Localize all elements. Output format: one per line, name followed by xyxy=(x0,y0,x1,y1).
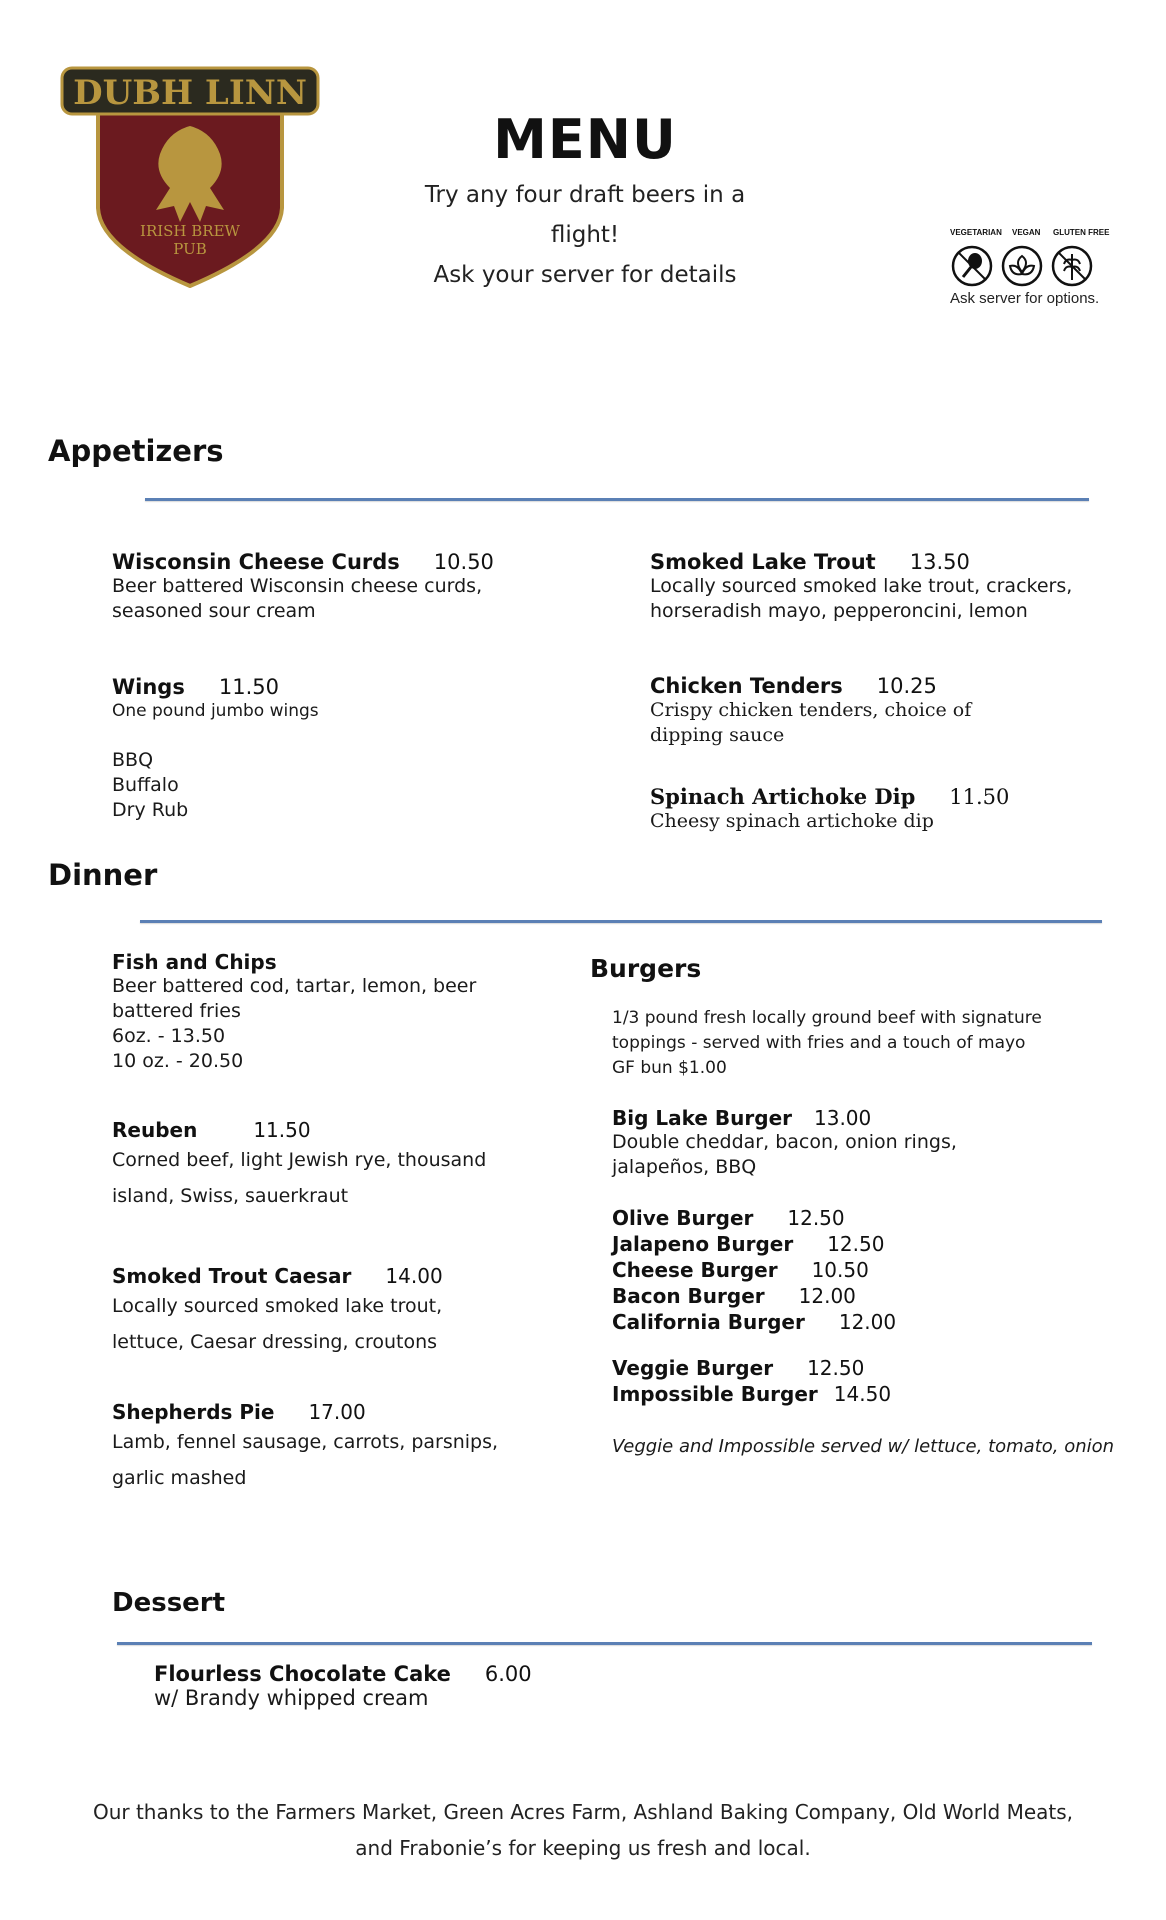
dietary-legend xyxy=(950,228,1130,307)
item-price: 12.50 xyxy=(807,1356,865,1380)
item-name: Reuben xyxy=(112,1118,198,1142)
vegan-icon xyxy=(1000,244,1044,288)
item-name: Veggie Burger xyxy=(612,1356,774,1380)
item-name: Impossible Burger xyxy=(612,1382,818,1406)
menu-item-spinach-dip xyxy=(650,784,1120,834)
item-price: 13.00 xyxy=(814,1106,872,1130)
item-price: 14.00 xyxy=(385,1264,443,1288)
burgers-intro-line: 1/3 pound fresh locally ground beef with signature xyxy=(612,1008,1042,1028)
item-desc: island, Swiss, sauerkraut xyxy=(112,1185,349,1207)
gluten-free-label: GLUTEN FREE xyxy=(1053,228,1110,237)
burger-list xyxy=(612,1206,1132,1336)
burgers-intro-line: GF bun $1.00 xyxy=(612,1058,727,1078)
footer-line: Our thanks to the Farmers Market, Green Acres Farm, Ashland Baking Company, Old World Meats, xyxy=(92,1800,1074,1824)
item-name: Olive Burger xyxy=(612,1206,754,1230)
item-name: Shepherds Pie xyxy=(112,1400,275,1424)
item-price: 12.50 xyxy=(827,1232,885,1256)
burgers-intro-line: toppings - served with fries and a touch of mayo xyxy=(612,1033,1026,1053)
item-desc: 6oz. - 13.50 xyxy=(112,1025,226,1047)
item-desc: Lamb, fennel sausage, carrots, parsnips, xyxy=(112,1431,499,1453)
item-desc: Locally sourced smoked lake trout, xyxy=(112,1295,443,1317)
pub-logo-shield xyxy=(60,58,320,288)
item-desc: battered fries xyxy=(112,1000,241,1022)
svg-text:PUB: PUB xyxy=(173,240,207,258)
item-desc: dipping sauce xyxy=(650,724,785,746)
item-name: Chicken Tenders xyxy=(650,674,843,698)
dessert-divider xyxy=(117,1642,1092,1645)
menu-item-shepherds-pie xyxy=(112,1400,552,1496)
item-price: 12.00 xyxy=(798,1284,856,1308)
menu-item-chocolate-cake xyxy=(154,1662,754,1711)
item-desc: Double cheddar, bacon, onion rings, xyxy=(612,1131,957,1153)
wing-option: Buffalo xyxy=(112,774,179,796)
burgers-intro xyxy=(612,1006,1132,1081)
item-price: 11.50 xyxy=(949,785,1010,809)
item-price: 12.00 xyxy=(838,1310,897,1334)
vegan-label: VEGAN xyxy=(1012,228,1041,237)
item-desc: Crispy chicken tenders, choice of xyxy=(650,699,972,721)
item-desc: Corned beef, light Jewish rye, thousand xyxy=(112,1149,487,1171)
menu-item-reuben xyxy=(112,1118,552,1214)
gluten-free-icon xyxy=(1050,244,1094,288)
item-desc: Cheesy spinach artichoke dip xyxy=(650,810,934,832)
page-title: MENU xyxy=(493,108,677,171)
item-price: 12.50 xyxy=(787,1206,845,1230)
item-name: Jalapeno Burger xyxy=(612,1232,794,1256)
appetizers-divider xyxy=(145,498,1089,501)
dietary-note: Ask server for options. xyxy=(950,290,1100,307)
item-price: 10.50 xyxy=(811,1258,869,1282)
dinner-heading: Dinner xyxy=(48,858,158,892)
item-name: Smoked Lake Trout xyxy=(650,550,876,574)
item-price: 11.50 xyxy=(253,1118,311,1142)
menu-item-fish-and-chips xyxy=(112,950,542,1074)
item-desc: garlic mashed xyxy=(112,1467,247,1489)
item-price: 11.50 xyxy=(218,675,279,699)
item-price: 14.50 xyxy=(833,1382,892,1406)
wing-option: BBQ xyxy=(112,749,154,771)
item-desc: jalapeños, BBQ xyxy=(612,1156,757,1178)
item-name: Big Lake Burger xyxy=(612,1106,792,1130)
item-desc: One pound jumbo wings xyxy=(112,701,319,721)
item-name: Cheese Burger xyxy=(612,1258,778,1282)
menu-item-chicken-tenders xyxy=(650,674,1120,748)
item-name: Flourless Chocolate Cake xyxy=(154,1662,451,1686)
tagline-line: flight! xyxy=(550,222,620,248)
item-name: Spinach Artichoke Dip xyxy=(650,784,916,809)
item-name: California Burger xyxy=(612,1310,805,1334)
item-desc: Locally sourced smoked lake trout, crackers, xyxy=(650,575,1073,597)
menu-item-cheese-curds xyxy=(112,550,542,624)
item-desc: Beer battered Wisconsin cheese curds, xyxy=(112,575,483,597)
item-name: Wings xyxy=(112,675,185,699)
tagline-line: Ask your server for details xyxy=(433,262,737,288)
burgers-heading: Burgers xyxy=(590,954,702,983)
footer-line: and Frabonie’s for keeping us fresh and local. xyxy=(355,1836,811,1860)
item-price: 6.00 xyxy=(484,1662,532,1686)
item-name: Fish and Chips xyxy=(112,950,277,974)
menu-item-big-lake-burger xyxy=(612,1106,1132,1180)
item-desc: Beer battered cod, tartar, lemon, beer xyxy=(112,975,477,997)
item-desc: horseradish mayo, pepperoncini, lemon xyxy=(650,600,1028,622)
svg-text:DUBH LINN: DUBH LINN xyxy=(73,73,307,113)
footer-thanks xyxy=(90,1794,1076,1866)
item-desc: seasoned sour cream xyxy=(112,600,316,622)
item-desc: w/ Brandy whipped cream xyxy=(154,1686,429,1710)
appetizers-heading: Appetizers xyxy=(48,434,224,468)
menu-item-wings xyxy=(112,675,542,823)
vegetarian-icon xyxy=(950,244,994,288)
menu-item-smoked-trout-caesar xyxy=(112,1264,552,1360)
veggie-burger-list xyxy=(612,1356,1132,1408)
dessert-heading: Dessert xyxy=(112,1588,226,1618)
item-price: 13.50 xyxy=(909,550,970,574)
wing-option: Dry Rub xyxy=(112,799,189,821)
item-desc: lettuce, Caesar dressing, croutons xyxy=(112,1331,438,1353)
svg-text:IRISH BREW: IRISH BREW xyxy=(140,222,240,240)
item-price: 10.50 xyxy=(433,550,494,574)
item-price: 17.00 xyxy=(308,1400,366,1424)
tagline xyxy=(400,175,770,295)
item-desc: 10 oz. - 20.50 xyxy=(112,1050,244,1072)
item-price: 10.25 xyxy=(876,674,937,698)
pub-logo xyxy=(60,58,320,288)
tagline-line: Try any four draft beers in a xyxy=(424,182,746,208)
vegetarian-label: VEGETARIAN xyxy=(950,228,1002,237)
item-name: Wisconsin Cheese Curds xyxy=(112,550,400,574)
veggie-note: Veggie and Impossible served w/ lettuce, tomato, onion xyxy=(612,1436,1115,1457)
item-name: Bacon Burger xyxy=(612,1284,765,1308)
dinner-divider xyxy=(140,920,1102,923)
item-name: Smoked Trout Caesar xyxy=(112,1264,352,1288)
menu-item-smoked-lake-trout xyxy=(650,550,1120,624)
